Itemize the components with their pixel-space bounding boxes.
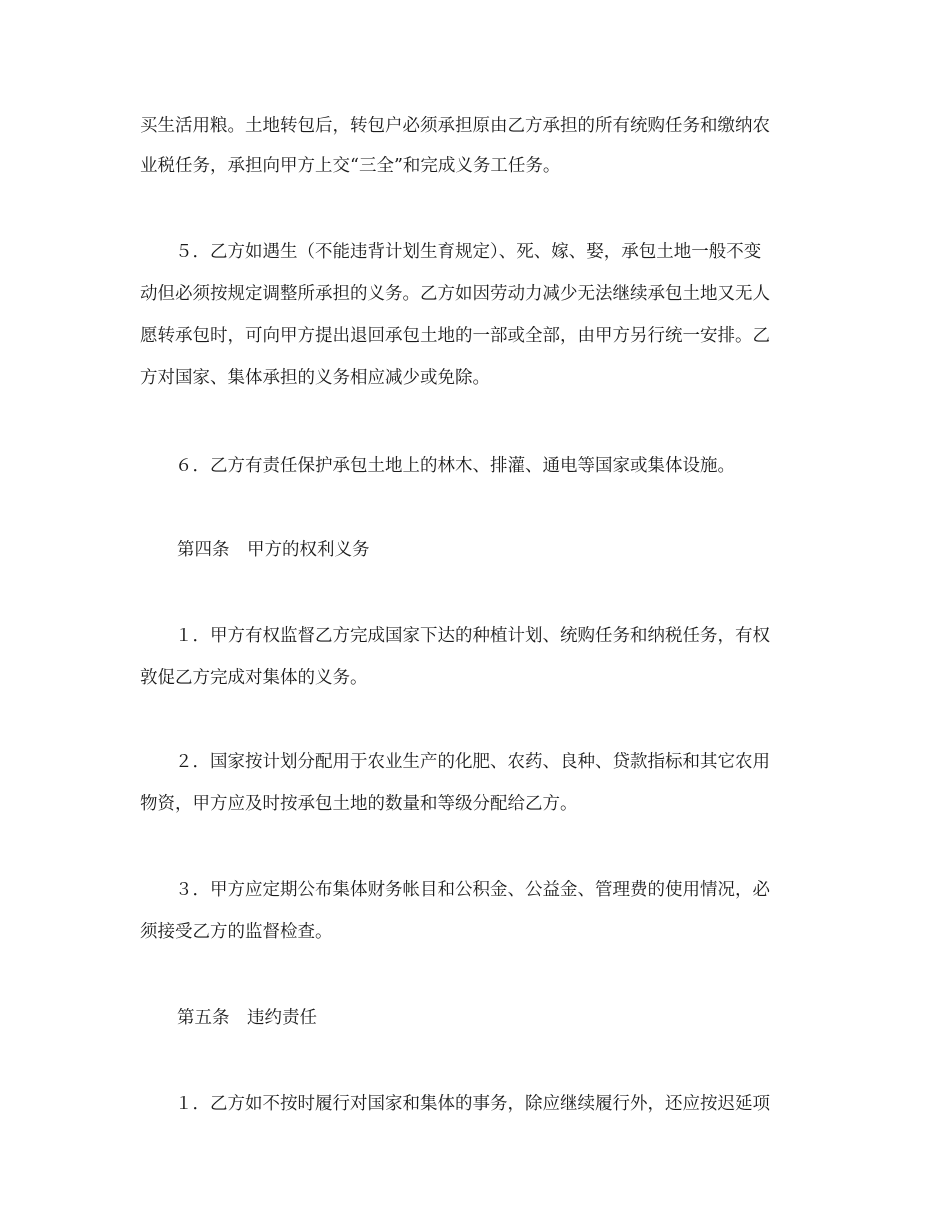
text-line: 物资，甲方应及时按承包土地的数量和等级分配给乙方。 xyxy=(140,794,578,814)
text-line: 方对国家、集体承担的义务相应减少或免除。 xyxy=(140,368,490,388)
text-line: 须接受乙方的监督检查。 xyxy=(140,922,333,942)
section-heading-article-4: 第四条 甲方的权利义务 xyxy=(177,540,370,560)
text-line: ５．乙方如遇生（不能违背计划生育规定）、死、嫁、娶，承包土地一般不变 xyxy=(140,242,762,262)
text-line: ２．国家按计划分配用于农业生产的化肥、农药、良种、贷款指标和其它农用 xyxy=(140,752,770,772)
text-line: 业税任务，承担向甲方上交“三全”和完成义务工任务。 xyxy=(140,156,561,176)
text-line: 动但必须按规定调整所承担的义务。乙方如因劳动力减少无法继续承包土地又无人 xyxy=(140,284,770,304)
text-line: ６．乙方有责任保护承包土地上的林木、排灌、通电等国家或集体设施。 xyxy=(140,456,735,476)
text-line: 买生活用粮。土地转包后，转包户必须承担原由乙方承担的所有统购任务和缴纳农 xyxy=(140,116,770,136)
text-line: 愿转承包时，可向甲方提出退回承包土地的一部或全部，由甲方另行统一安排。乙 xyxy=(140,326,770,346)
text-line: １．乙方如不按时履行对国家和集体的事务，除应继续履行外，还应按迟延项 xyxy=(140,1094,770,1114)
text-line: ３．甲方应定期公布集体财务帐目和公积金、公益金、管理费的使用情况，必 xyxy=(140,880,770,900)
section-heading-article-5: 第五条 违约责任 xyxy=(177,1008,317,1028)
text-line: 敦促乙方完成对集体的义务。 xyxy=(140,668,368,688)
text-line: １．甲方有权监督乙方完成国家下达的种植计划、统购任务和纳税任务，有权 xyxy=(140,626,770,646)
